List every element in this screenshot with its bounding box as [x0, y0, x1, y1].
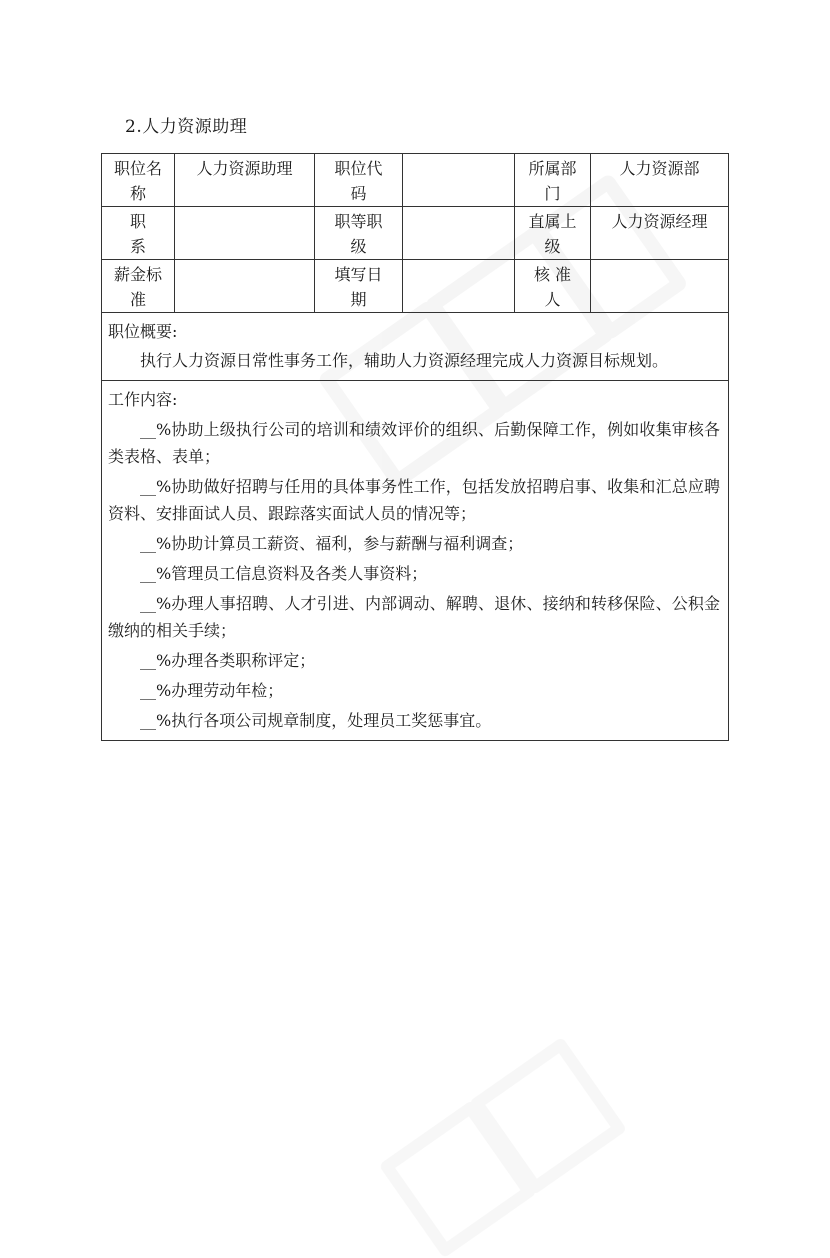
overview-section	[102, 313, 728, 380]
value-direct-supervisor: 人力资源经理	[611, 212, 708, 231]
value-approver	[591, 260, 728, 262]
job-description-table	[101, 153, 729, 741]
watermark-bottom	[373, 985, 688, 1255]
table-row	[102, 381, 729, 741]
section-title: 2.人力资源助理	[125, 117, 248, 137]
table-row	[102, 313, 729, 381]
label-direct-supervisor: 直属上 级	[528, 212, 577, 256]
list-item: __%管理员工信息资料及各类人事资料；	[140, 564, 428, 583]
label-grade-level: 职等职 级	[334, 212, 383, 256]
value-fill-date	[403, 260, 514, 262]
value-job-family	[175, 207, 314, 209]
table-row	[102, 260, 729, 313]
overview-text: 执行人力资源日常性事务工作，辅助人力资源经理完成人力资源目标规划。	[140, 351, 669, 370]
list-item: __%协助上级执行公司的培训和绩效评价的组织、后勤保障工作，例如收集审核各类表格、表单；	[108, 420, 720, 466]
value-grade-level	[403, 207, 514, 209]
label-position-name: 职位名 称	[113, 159, 162, 203]
label-job-family: 职 系	[129, 212, 146, 256]
label-fill-date: 填写日 期	[334, 265, 383, 309]
value-salary-standard	[175, 260, 314, 262]
list-item: __%办理人事招聘、人才引进、内部调动、解聘、退休、接纳和转移保险、公积金缴纳的相关手续；	[108, 594, 720, 640]
table-row	[102, 154, 729, 207]
label-position-code: 职位代 码	[334, 159, 383, 203]
value-position-name: 人力资源助理	[196, 159, 293, 178]
list-item: __%执行各项公司规章制度，处理员工奖惩事宜。	[140, 711, 492, 730]
overview-heading: 职位概要:	[108, 322, 178, 341]
table-row	[102, 207, 729, 260]
duties-list	[108, 416, 720, 734]
list-item: __%协助计算员工薪资、福利，参与薪酬与福利调查；	[140, 534, 524, 553]
list-item: __%办理劳动年检；	[140, 681, 284, 700]
list-item: __%协助做好招聘与任用的具体事务性工作，包括发放招聘启事、收集和汇总应聘资料、安排面试人员、跟踪落实面试人员的情况等；	[108, 477, 720, 523]
value-position-code	[403, 154, 514, 156]
duties-section	[102, 381, 728, 740]
label-department: 所属部 门	[528, 159, 577, 203]
value-department: 人力资源部	[619, 159, 700, 178]
list-item: __%办理各类职称评定；	[140, 651, 316, 670]
label-approver: 核 准 人	[533, 265, 572, 309]
duties-heading: 工作内容:	[108, 390, 178, 409]
label-salary-standard: 薪金标 准	[113, 265, 162, 309]
